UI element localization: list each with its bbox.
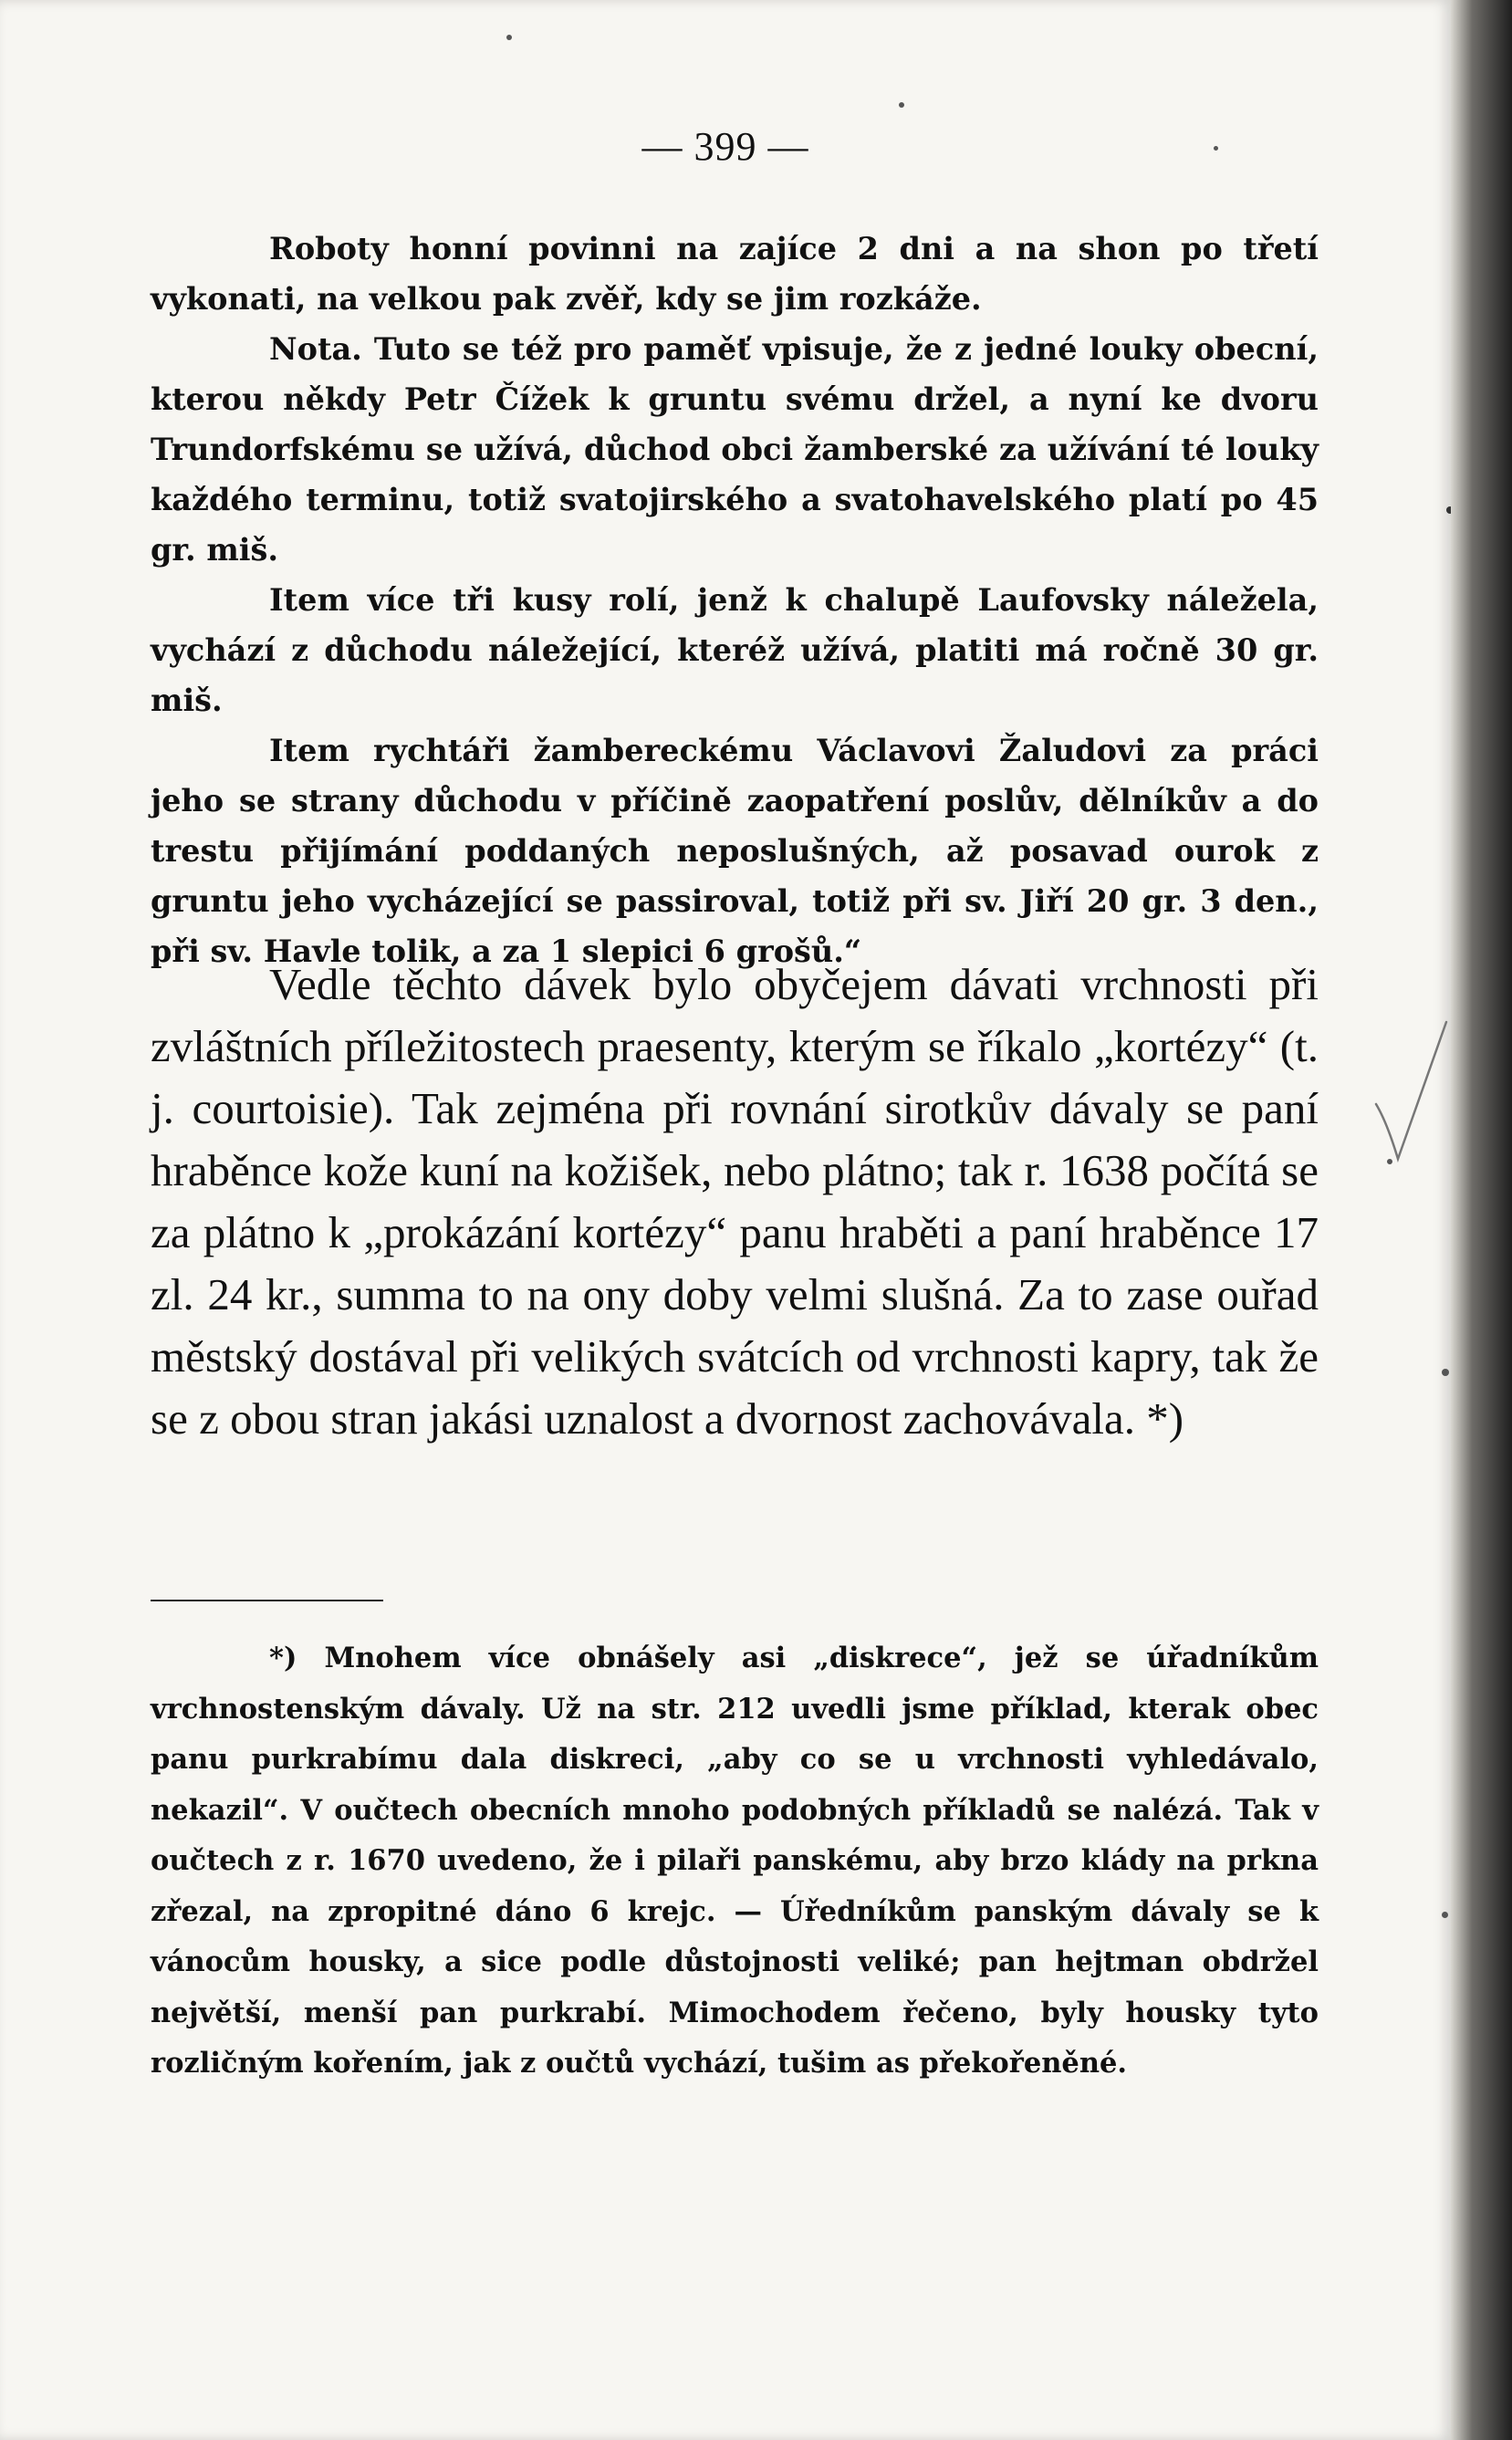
paper-speck <box>1442 1912 1448 1918</box>
footnote-separator-rule <box>151 1600 383 1601</box>
quote-paragraph-nota: Nota. Tuto se též pro paměť vpisuje, že z jedné louky obecní, kterou někdy Petr Čížek k gruntu svému držel, a nyní ke dvoru Trundorfskému se užívá, důchod obci žamberské za užívání té louky každého terminu, totiž svatojirského a svatohavelského platí po 45 gr. miš. <box>151 331 1319 568</box>
paper-speck <box>1214 146 1218 151</box>
quote-paragraph-roboty: Roboty honní povinni na zajíce 2 dni a na shon po třetí vykonati, na velkou pak zvěř, kdy se jim rozkáže. <box>151 231 1319 317</box>
main-paragraph-kortezy: Vedle těchto dávek bylo obyčejem dávati vrchnosti při zvláštních příležitostech praesenty, kterým se říkalo „kortézy“ (t. j. courtoisie). Tak zejména při rovnání sirotkův dávaly se paní hraběnce kože kuní na kožišek, nebo plátno; tak r. 1638 počítá se za plátno k „prokázání kortézy“ panu hraběti a paní hraběnce 17 zl. 24 kr., summa to na ony doby velmi slušná. Za to zase ouřad městský dostával při velikých svátcích od vrchnosti kapry, tak že se z obou stran jakási uznalost a dvornost zachovávala. *) <box>151 959 1319 1444</box>
paper-speck <box>1387 1159 1392 1164</box>
page-number: — 399 — <box>641 124 809 169</box>
main-text-block <box>151 954 1319 1450</box>
quote-paragraph-item-rychtari: Item rychtáři žamberеckému Václavovi Žaludovi za práci jeho se strany důchodu v příčině zaopatření poslův, dělníkův a do trestu přijímání poddaných neposlušných, až posavad ourok z gruntu jeho vycházející se passiroval, totiž při sv. Jiří 20 gr. 3 den., při sv. Havle tolik, a za 1 slepici 6 grošů.“ <box>151 733 1319 969</box>
paper-speck <box>506 35 512 40</box>
paper-speck <box>1442 1369 1449 1376</box>
footnote-block <box>151 1633 1319 2090</box>
book-binding-edge <box>1451 0 1512 2440</box>
quoted-document-block <box>151 224 1319 976</box>
paper-speck <box>899 102 904 108</box>
pencil-check-mark-icon <box>1369 1004 1451 1168</box>
quote-paragraph-item-roli: Item více tři kusy rolí, jenž k chalupě Laufovsky náležela, vychází z důchodu náležející, kteréž užívá, platiti má ročně 30 gr. miš. <box>151 582 1319 718</box>
footnote-paragraph: *) Mnohem více obnášely asi „diskrece“, jež se úřadníkům vrchnostenským dávaly. Už na str. 212 uvedli jsme příklad, kterak obec panu purkrabímu dala diskreci, „aby co se u vrchnosti vyhledávalo, nekazil“. V oučtech obecních mnoho podobných příkladů se nalézá. Tak v oučtech z r. 1670 uvedeno, že i pilaři panskému, aby brzo klády na prkna zřezal, na zpropitné dáno 6 krejc. — Úředníkům panským dávaly se k vánocům housky, a sice podle důstojnosti veliké; pan hejtman obdržel největší, menší pan purkrabí. Mimochodem řečeno, byly housky tyto rozličným kořením, jak z oučtů vychází, tušim as překořeněné. <box>151 1642 1319 2080</box>
